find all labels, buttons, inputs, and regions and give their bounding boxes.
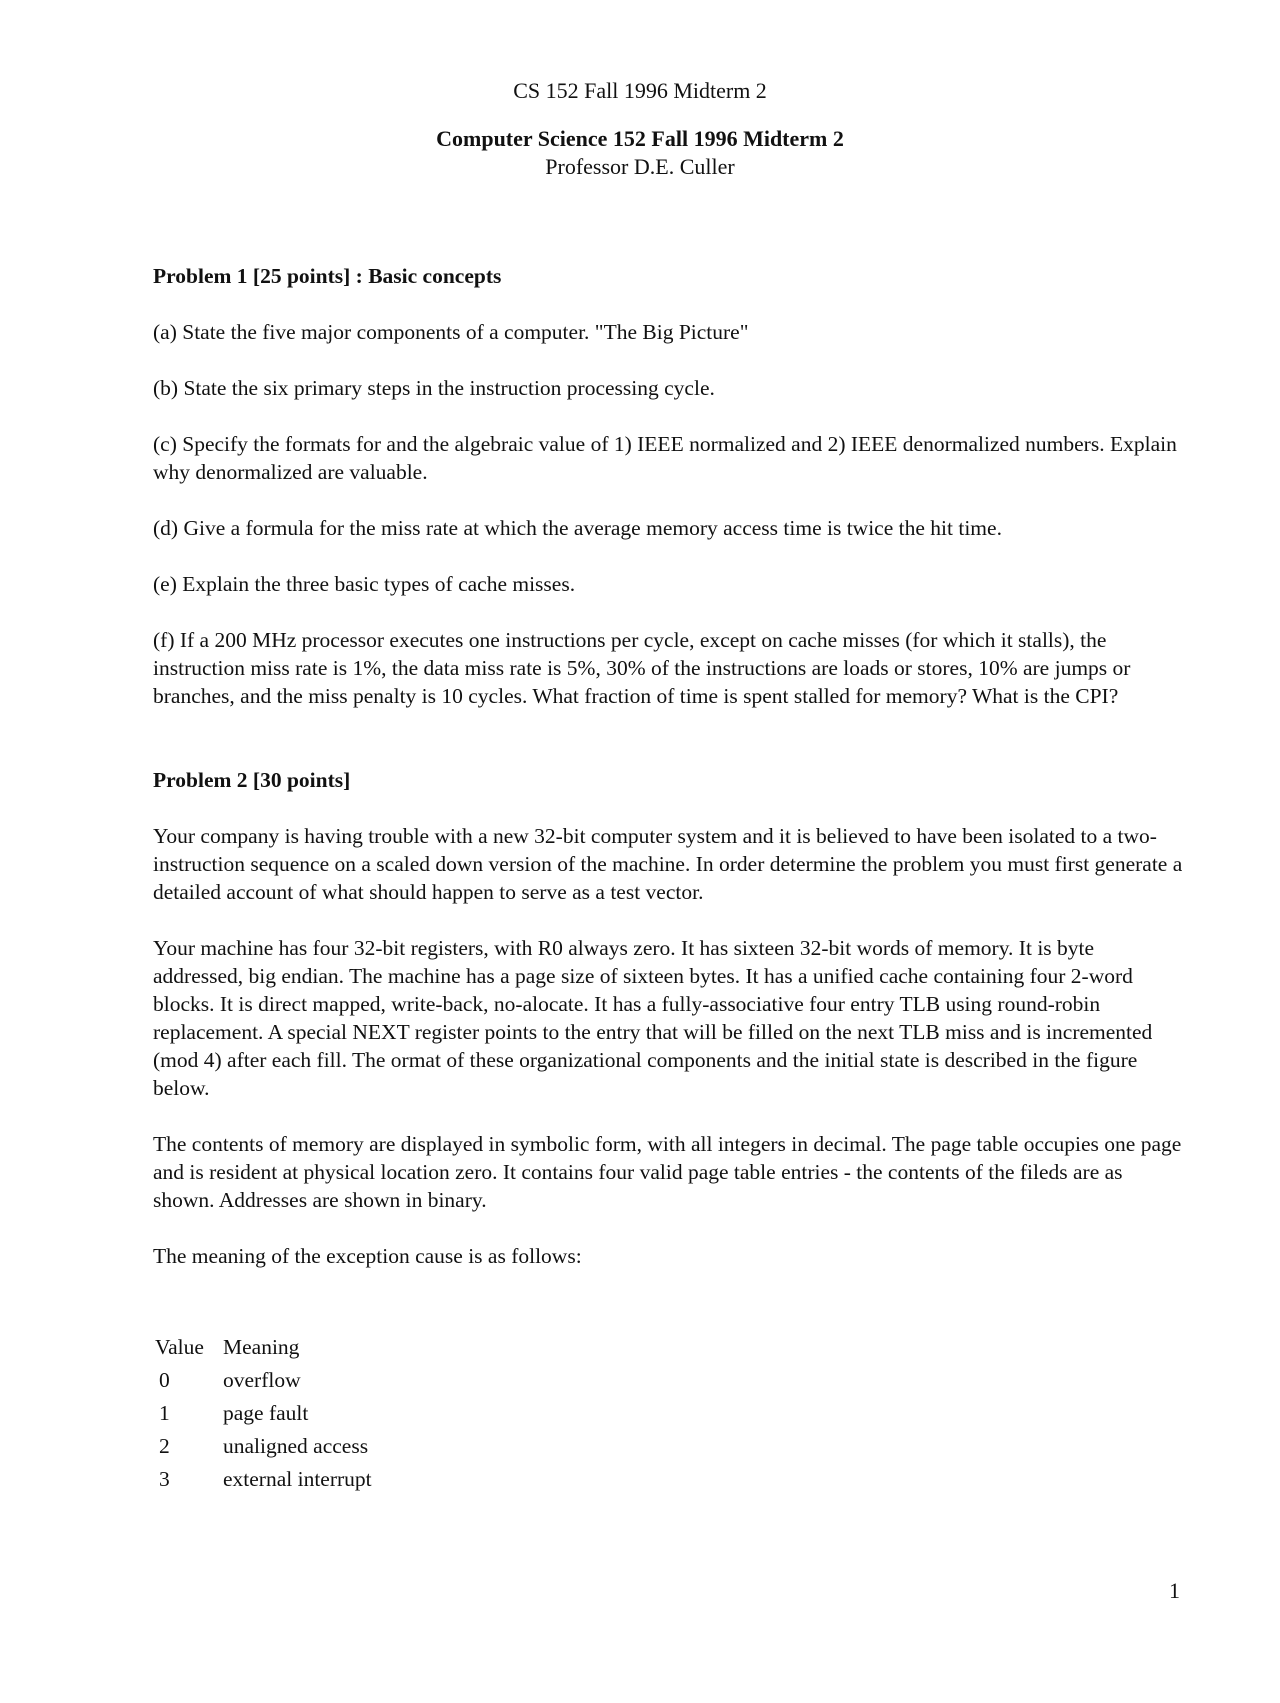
cause-meaning: external interrupt <box>223 1467 372 1491</box>
problem-1-section <box>153 262 1188 710</box>
problem-1-part-a: (a) State the five major components of a computer. "The Big Picture" <box>153 320 749 344</box>
cause-meaning: page fault <box>223 1401 309 1425</box>
problem-1-heading: Problem 1 [25 points] : Basic concepts <box>153 264 502 288</box>
page-number: 1 <box>1169 1578 1180 1603</box>
cause-value: 1 <box>159 1401 170 1425</box>
table-row <box>155 1462 389 1495</box>
problem-2-paragraph-cause-intro: The meaning of the exception cause is as follows: <box>153 1244 582 1268</box>
cause-meaning: overflow <box>223 1368 301 1392</box>
problem-2-section <box>153 766 1188 1495</box>
problem-2-paragraph-memory: The contents of memory are displayed in symbolic form, with all integers in decimal. The page table occupies one page and is resident at physical location zero. It contains four valid page table entries - the contents of the fileds are as shown. Addresses are shown in binary. <box>153 1132 1182 1212</box>
cause-meaning: unaligned access <box>223 1434 369 1458</box>
problem-1-part-e: (e) Explain the three basic types of cache misses. <box>153 572 576 596</box>
document-title: Computer Science 152 Fall 1996 Midterm 2 <box>436 126 844 151</box>
cause-value: 2 <box>159 1434 170 1458</box>
column-header-value: Value <box>155 1335 204 1359</box>
problem-1-part-d: (d) Give a formula for the miss rate at which the average memory access time is twice the hit time. <box>153 516 1002 540</box>
column-header-meaning: Meaning <box>223 1335 300 1359</box>
problem-2-heading: Problem 2 [30 points] <box>153 768 351 792</box>
problem-1-part-c: (c) Specify the formats for and the algebraic value of 1) IEEE normalized and 2) IEEE denormalized numbers. Explain why denormalized are valuable. <box>153 432 1177 484</box>
problem-1-part-f: (f) If a 200 MHz processor executes one instructions per cycle, except on cache misses (for which it stalls), the instruction miss rate is 1%, the data miss rate is 5%, 30% of the instructions are loads or stores, 10% are jumps or branches, and the miss penalty is 10 cycles. What fraction of time is spent stalled for memory? What is the CPI? <box>153 628 1131 708</box>
table-row <box>155 1429 389 1462</box>
running-head: CS 152 Fall 1996 Midterm 2 <box>513 78 767 103</box>
cause-value: 3 <box>159 1467 170 1491</box>
table-row <box>155 1396 389 1429</box>
document-author: Professor D.E. Culler <box>545 154 735 179</box>
problem-2-paragraph-machine: Your machine has four 32-bit registers, with R0 always zero. It has sixteen 32-bit words of memory. It is byte addressed, big endian. The machine has a page size of sixteen bytes. It has a unified cache containing four 2-word blocks. It is direct mapped, write-back, no-alocate. It has a fully-associative four entry TLB using round-robin replacement. A special NEXT register points to the entry that will be filled on the next TLB miss and is incremented (mod 4) after each fill. The ormat of these organizational components and the initial state is described in the figure below. <box>153 936 1153 1100</box>
table-row <box>155 1363 389 1396</box>
exam-body <box>153 262 1188 1495</box>
cause-value: 0 <box>159 1368 170 1392</box>
table-header-row <box>155 1330 389 1363</box>
problem-2-paragraph-intro: Your company is having trouble with a new 32-bit computer system and it is believed to have been isolated to a two-instruction sequence on a scaled down version of the machine. In order determine the problem you must first generate a detailed account of what should happen to serve as a test vector. <box>153 824 1183 904</box>
problem-1-part-b: (b) State the six primary steps in the instruction processing cycle. <box>153 376 715 400</box>
exception-cause-table <box>155 1330 389 1495</box>
